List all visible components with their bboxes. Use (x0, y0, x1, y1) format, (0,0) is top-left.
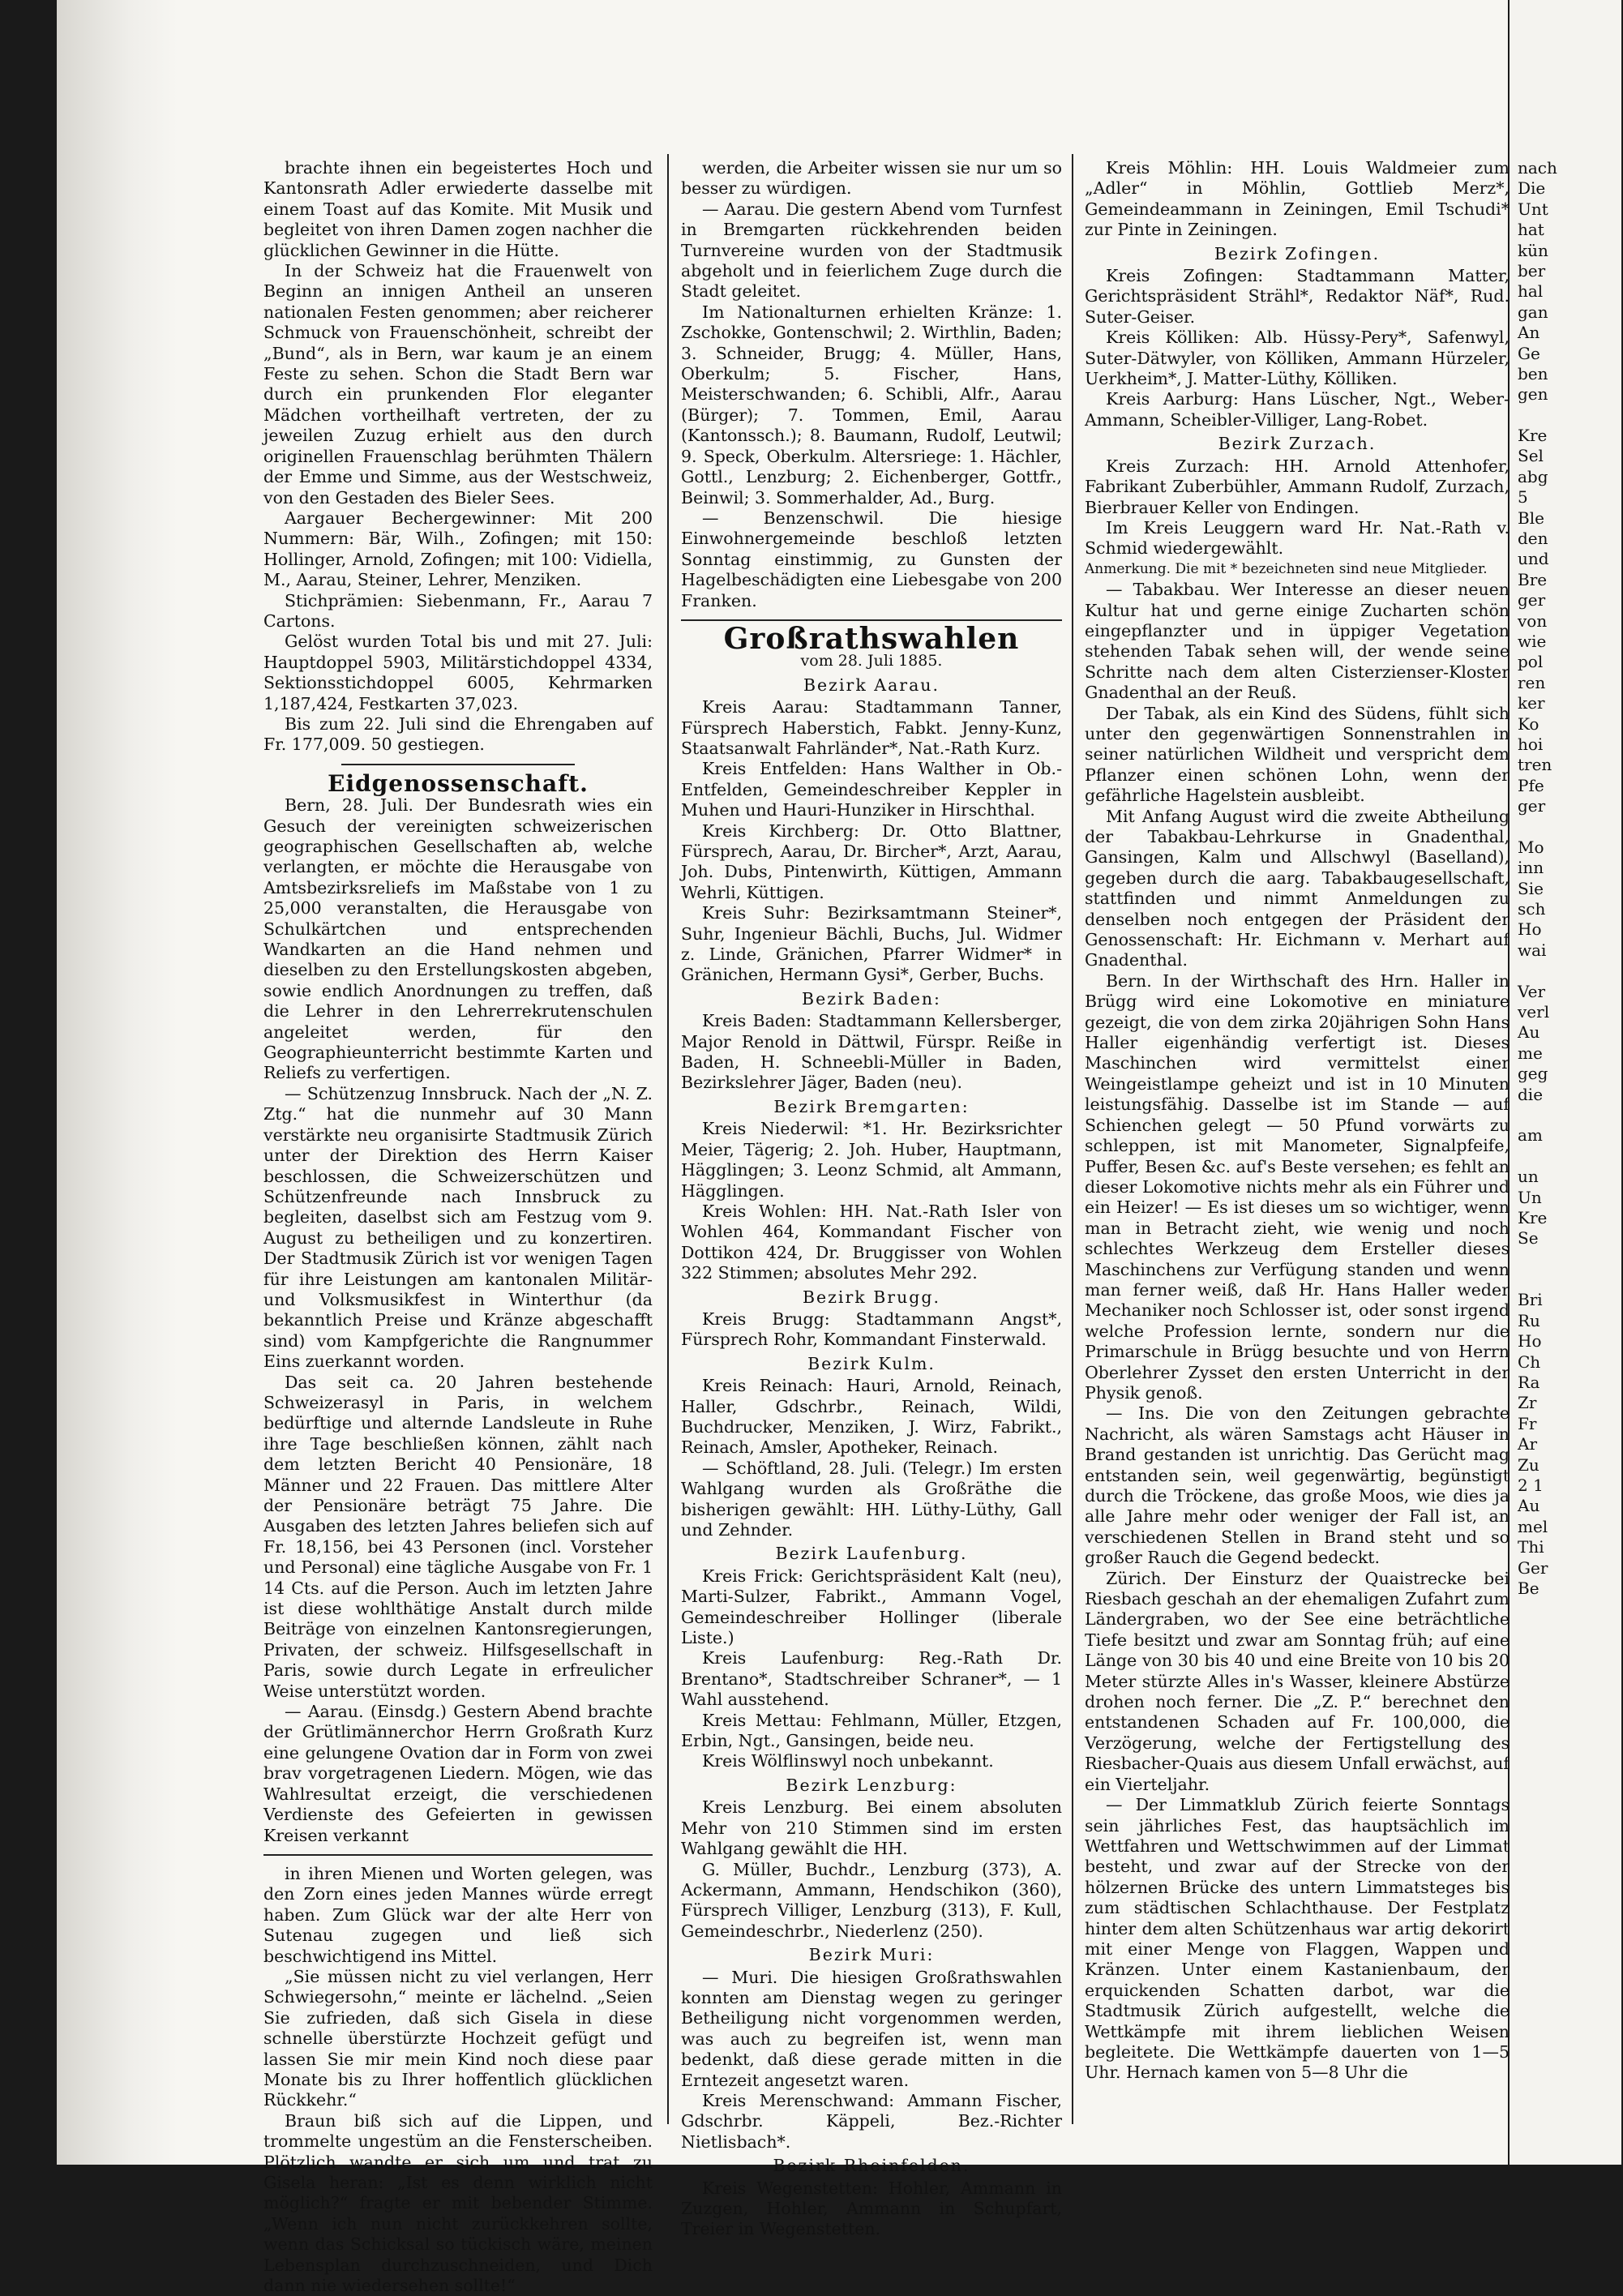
col3-district-heading: Bezirk Zurzach. (1218, 434, 1377, 454)
fragment-line: me (1518, 1043, 1543, 1063)
fragment-line: hal (1518, 281, 1544, 302)
col1-paragraph-3: Stichprämien: Siebenmann, Fr., Aarau 7 Cartons. (263, 590, 653, 631)
col2-district-heading: Bezirk Laufenburg. (775, 1544, 968, 1564)
fragment-line (1518, 1270, 1623, 1290)
column-rule-1 (667, 154, 669, 2124)
fragment-line: Fr (1518, 1413, 1537, 1433)
fragment-line: inn (1518, 858, 1544, 878)
fragment-line: hat (1518, 220, 1544, 240)
fragment-line: Thi (1518, 1537, 1544, 1557)
divider (341, 764, 575, 765)
fragment-line: Un (1518, 1187, 1542, 1207)
col2-district-heading: Bezirk Kulm. (807, 1353, 936, 1373)
col2-entry: Kreis Wölflinswyl noch unbekannt. (702, 1751, 994, 1771)
column-1 (263, 158, 653, 2296)
col2-entry: Kreis Reinach: Hauri, Arnold, Reinach, Haller, Gdschrbr., Reinach, Wildi, Buchdrucker, Menziken, J. Wirz, Fabrikt., Reinach, Amsler, Apotheker, Reinach. (681, 1376, 1062, 1458)
col2-district-heading: Bezirk Brugg. (802, 1287, 941, 1307)
col2-district-heading: Bezirk Bremgarten: (773, 1096, 970, 1116)
col2-entry: — Schöftland, 28. Juli. (Telegr.) Im ersten Wahlgang wurden als Großräthe die bisherigen gewählt: HH. Lüthy-Lüthy, Gall und Zehnder. (681, 1458, 1062, 1540)
col3-entry: Zürich. Der Einsturz der Quaistrecke bei Riesbach geschah an der ehemaligen Zufahrt zum Ländergraben, wo der See eine beträchtliche Tiefe besitzt und zwar am Sonntag früh; auf eine Länge von 30 bis 40 und eine Breite von 10 bis 20 Meter stürzte Alles in's Wasser, kleinere Abstürze drohen noch ferner. Die „Z. P.“ berechnet den entstandenen Schaden auf Fr. 100,000, die Verzögerung, welche der Fertigstellung des Riesbacher-Quais aus diesem Unfall erwächst, auf ein Vierteljahr. (1085, 1568, 1510, 1794)
fragment-line: wai (1518, 940, 1547, 960)
col1-news-paragraph-0: Bern, 28. Juli. Der Bundesrath wies ein Gesuch der vereinigten schweizerischen geographischen Gesellschaften ab, welche verlangten, er möchte die Herausgabe von Amtsbezirksreliefs im Maßstabe von 1 zu 25,000 veranstalten, die Herausgabe von Schulkärtchen und entsprechenden Wandkarten an die Hand nehmen und dieselben zu den Erstellungskosten abgeben, sowie endlich Anordnungen zu treffen, daß die Lehrer in den Lehrerrekrutenschulen angeleitet werden, für den Geographieunterricht bestimmte Karten und Reliefs zu verfertigen. (263, 795, 653, 1083)
fragment-line: pol (1518, 652, 1544, 672)
feuilleton (263, 1864, 653, 2296)
fragment-line (1518, 961, 1623, 981)
col2-paragraph-1: — Aarau. Die gestern Abend vom Turnfest in Bremgarten rückkehrenden beiden Turnvereine wurden von der Stadtmusik abgeholt und in feierlichem Zuge durch die Stadt geleitet. (681, 199, 1062, 302)
col3-entry: — Der Limmatklub Zürich feierte Sonntags sein jährliches Fest, das hauptsächlich im Wettfahren und Wettschwimmen auf der Limmat besteht, und zwar auf der Strecke von der hölzernen Brücke des untern Limmatsteges bis zum städtischen Schlachthause. Der Festplatz hinter dem alten Schützenhaus war artig dekorirt mit einer Menge von Flaggen, Wappen und Kränzen. Unter einem Kastanienbaum, der erquickenden Schatten darbot, war die Stadtmusik Zürich aufgestellt, welche die Wettkämpfe mit ihrem lieblichen Weisen begleitete. Die Wettkämpfe dauerten von 1—5 Uhr. Hernach kamen von 5—8 Uhr die (1085, 1795, 1510, 2083)
fragment-line: wie (1518, 631, 1547, 651)
fragment-line: und (1518, 549, 1549, 569)
column-rule-2 (1072, 154, 1073, 2124)
election-results (681, 675, 1062, 2240)
fragment-line: Ge (1518, 343, 1540, 363)
fragment-line: von (1518, 610, 1548, 631)
fragment-line: gan (1518, 302, 1548, 322)
next-page-fragments (1518, 158, 1623, 1599)
fragment-line (1518, 1105, 1623, 1125)
col2-district-heading: Bezirk Baden: (802, 988, 941, 1009)
fragment-line (1518, 817, 1623, 837)
fragment-line: Be (1518, 1578, 1539, 1598)
col1-paragraph-4: Gelöst wurden Total bis und mit 27. Juli: Hauptdoppel 5903, Militärstichdoppel 4334, Sektionsstichdoppel 6005, Kehrmarken 1,187,424, Festkarten 37,023. (263, 632, 653, 713)
col2-entry: Kreis Wegenstetten: Hohler, Ammann in Zuzgen, Hohler, Ammann in Schupfart, Treier in Wegenstetten. (681, 2178, 1062, 2239)
fragment-line: verl (1518, 1002, 1550, 1022)
col1-paragraph-0: brachte ihnen ein begeistertes Hoch und Kantonsrath Adler erwiederte dasselbe mit einem Toast auf das Komite. Mit Musik und begleitet von ihren Damen zogen nachher die glücklichen Gewinner in die Hütte. (263, 158, 653, 260)
col2-entry: Kreis Lenzburg. Bei einem absoluten Mehr von 210 Stimmen sind im ersten Wahlgang gewählt die HH. (681, 1797, 1062, 1859)
col2-paragraph-2: Im Nationalturnen erhielten Kränze: 1. Zschokke, Gontenschwil; 2. Wirthlin, Baden; 3. Schneider, Brugg; 4. Müller, Hans, Oberkulm; 5. Fischer, Hans, Meisterschwanden; 6. Schibli, Alfr., Aarau (Bürger); 7. Tommen, Emil, Aarau (Kantonssch.); 8. Baumann, Rudolf, Leutwil; 9. Speck, Oberkulm. Altersriege: 1. Hächler, Gottl., Lenzburg; 2. Eichenberger, Gottfr., Beinwil; 3. Sommerhalder, Ad., Burg. (681, 302, 1062, 508)
fragment-line: Se (1518, 1228, 1539, 1249)
fragment-line (1518, 405, 1623, 426)
divider (681, 619, 1062, 621)
col1-news-paragraph-2: Das seit ca. 20 Jahren bestehende Schweizerasyl in Paris, in welchem bedürftige und alternde Landsleute in Ruhe ihre Tage beschließen können, zählt nach dem letzten Bericht 40 Pensionäre, 18 Männer und 22 Frauen. Das mittlere Alter der Pensionäre beträgt 75 Jahre. Die Ausgaben des letzten Jahres beliefen sich auf Fr. 18,156, bei 43 Personen (incl. Vorsteher und Personal) eine tägliche Ausgabe von Fr. 1 14 Cts. auf die Person. Auch im letzten Jahre ist diese wohlthätige Anstalt durch milde Beiträge von einzelnen Kantonsregierungen, Privaten, der schweiz. Hilfsgesellschaft in Paris, sowie durch Legate in erfreulicher Weise unterstützt worden. (263, 1372, 653, 1701)
col2-district-heading: Bezirk Rheinfelden. (773, 2156, 970, 2176)
col3-entry: Kreis Zurzach: HH. Arnold Attenhofer, Fabrikant Zuberbühler, Ammann Rudolf, Zurzach, Bierbrauer Keller von Endingen. (1085, 456, 1510, 517)
col1-paragraph-5: Bis zum 22. Juli sind die Ehrengaben auf Fr. 177,009. 50 gestiegen. (263, 713, 653, 755)
col3-entry: Kreis Zofingen: Stadtammann Matter, Gerichtspräsident Strähl*, Redaktor Näf*, Rud. Suter-Geiser. (1085, 266, 1510, 327)
headline-grossrathswahlen: Großrathswahlen (723, 621, 1020, 656)
col1-news-paragraph-3: — Aarau. (Einsdg.) Gestern Abend brachte der Grütlimännerchor Herrn Großrath Kurz eine gelungene Ovation dar in Form von zwei brav vorgetragenen Liedern. Mögen, wie das Wahlresultat erzeigt, die verschiedenen Verdienste des Gefeierten in gewissen Kreisen verkannt (263, 1702, 653, 1845)
fragment-line: hoi (1518, 734, 1544, 754)
fragment-line: Zr (1518, 1393, 1537, 1413)
section-title-eidgenossenschaft: Eidgenossenschaft. (328, 769, 589, 797)
col3-entry: Im Kreis Leuggern ward Hr. Nat.-Rath v. Schmid wiedergewählt. (1085, 517, 1510, 559)
fragment-line: Unt (1518, 199, 1548, 219)
fragment-line: Au (1518, 1022, 1540, 1043)
fragment-line: Ar (1518, 1434, 1538, 1454)
fragment-line: Kre (1518, 1207, 1548, 1227)
fragment-line: den (1518, 529, 1548, 549)
next-page-edge (1510, 0, 1621, 2165)
fragment-line: ger (1518, 590, 1546, 610)
fragment-line: ben (1518, 363, 1548, 383)
col3-note: Anmerkung. Die mit * bezeichneten sind neue Mitglieder. (1085, 560, 1488, 577)
fragment-line: ger (1518, 796, 1546, 816)
col2-entry: G. Müller, Buchdr., Lenzburg (373), A. Ackermann, Ammann, Hendschikon (360), Fürsprech Villiger, Lenzburg (313), F. Kull, Gemeindeschrbr., Niederlenz (250). (681, 1859, 1062, 1941)
column-3 (1085, 158, 1510, 2084)
col3-entry: Kreis Möhlin: HH. Louis Waldmeier zum „Adler“ in Möhlin, Gottlieb Merz*, Gemeindeammann in Zeiningen, Emil Tschudi* zur Pinte in Zeiningen. (1085, 158, 1510, 240)
fragment-line: Pfe (1518, 775, 1544, 795)
col2-entry: Kreis Laufenburg: Reg.-Rath Dr. Brentano*, Stadtschreiber Schraner*, — 1 Wahl ausstehend. (681, 1648, 1062, 1710)
col2-district-heading: Bezirk Aarau. (803, 675, 940, 695)
fragment-line: ber (1518, 260, 1546, 281)
fragment-line: Ho (1518, 1331, 1542, 1351)
column-1-paragraphs (263, 158, 653, 756)
column-2 (681, 158, 1062, 2240)
newspaper-page (57, 0, 1510, 2296)
col2-entry: Kreis Mettau: Fehlmann, Müller, Etzgen, Erbin, Ngt., Gansingen, beide neu. (681, 1710, 1062, 1751)
col3-entry: Kreis Aarburg: Hans Lüscher, Ngt., Weber-Ammann, Scheibler-Villiger, Lang-Robet. (1085, 389, 1510, 430)
feuilleton-paragraph-2: Braun biß sich auf die Lippen, und trommelte ungestüm an die Fensterscheiben. Plötzlich wandte er sich um und trat zu Gisela heran: „Ist es denn wirklich nicht möglich?“ fragte er mit bebender Stimme. „Wenn ich nun nicht zurückkehren sollte, wenn das Schicksal so tückisch wäre, meinen Lebensplan durchzuschneiden, und Dich dann nie wiedersehen sollte!“ (263, 2110, 653, 2296)
col1-paragraph-2: Aargauer Bechergewinner: Mit 200 Nummern: Bär, Wilh., Zofingen; mit 150: Hollinger, Arnold, Zofingen; mit 100: Vidiella, M., Aarau, Steiner, Lehrer, Menziken. (263, 508, 653, 590)
fragment-line: 5 (1518, 487, 1528, 508)
fragment-line: Ble (1518, 508, 1544, 528)
fragment-line: Au (1518, 1496, 1540, 1516)
fragment-line: gen (1518, 384, 1548, 405)
col1-news-paragraph-1: — Schützenzug Innsbruck. Nach der „N. Z. Ztg.“ hat die nunmehr auf 30 Mann verstärkte neu organisirte Stadtmusik Zürich unter der Direktion des Herrn Kaiser beschlossen, die Schweizerschützen und Schützenfreunde nach Innsbruck zu begleiten, daselbst sich am Festzug vom 9. August zu betheiligen und zu konzertiren. Der Stadtmusik Zürich ist vor wenigen Tagen für ihre Leistungen am kantonalen Militär- und Volksmusikfest in Winterthur (da bekanntlich Preise und Kränze abgeschafft sind) vom Kampfgerichte die Rangnummer Eins zuerkannt worden. (263, 1083, 653, 1372)
fragment-line: Ver (1518, 981, 1546, 1001)
fragment-line: Ger (1518, 1557, 1548, 1578)
fragment-line: abg (1518, 466, 1548, 486)
fragment-line: Ko (1518, 713, 1539, 734)
feuilleton-paragraph-0: in ihren Mienen und Worten gelegen, was den Zorn eines jeden Mannes würde erregt haben. Zum Glück war der alte Herr von Sutenau zugegen und ließ sich beschwichtigend ins Mittel. (263, 1863, 653, 1966)
fragment-line: Mo (1518, 837, 1544, 857)
col2-district-heading: Bezirk Muri: (808, 1945, 935, 1965)
fragment-line (1518, 1249, 1623, 1270)
col2-entry: Kreis Niederwil: *1. Hr. Bezirksrichter Meier, Tägerig; 2. Joh. Huber, Hauptmann, Hägglingen; 3. Leonz Schmid, alt Ammann, Hägglingen. (681, 1119, 1062, 1201)
col3-entry: — Ins. Die von den Zeitungen gebrachte Nachricht, als wären Samstags acht Häuser in Brand gestanden ist unrichtig. Das Gerücht mag entstanden sein, weil gegenwärtig, begünstigt durch die Tröckene, das große Moos, wie dies ja alle Jahre mehr oder weniger der Fall ist, an verschiedenen Stellen in Brand steht und so großer Rauch die Gegend bedeckt. (1085, 1403, 1510, 1568)
fragment-line: die (1518, 1084, 1544, 1104)
fragment-line: mel (1518, 1516, 1548, 1536)
fragment-line: un (1518, 1167, 1539, 1187)
col2-entry: Kreis Brugg: Stadtammann Angst*, Fürsprech Rohr, Kommandant Finsterwald. (681, 1309, 1062, 1350)
col3-entry: Mit Anfang August wird die zweite Abtheilung der Tabakbau-Lehrkurse in Gnadenthal, Gansingen, Kalm und Allschwyl (Baselland), gegeben durch die aarg. Tabakbaugesellschaft, stattfinden und nimmt Anmeldungen zu denselben noch entgegen der Präsident der Genossenschaft: Hr. Eichmann v. Merhart auf Gnadenthal. (1085, 806, 1510, 970)
feuilleton-divider (263, 1854, 653, 1856)
col2-entry: Kreis Aarau: Stadtammann Tanner, Fürsprech Haberstich, Fabkt. Jenny-Kunz, Staatsanwalt Fahrländer*, Nat.-Rath Kurz. (681, 697, 1062, 758)
fragment-line: Bri (1518, 1290, 1543, 1310)
col3-entry: — Tabakbau. Wer Interesse an dieser neuen Kultur hat und gerne einige Zucharten schön eingepflanzter und in üppiger Vegetation stehenden Tabak sehen will, der wende seine Schritte nach dem alten Cisterzienser-Kloster Gnadenthal an der Reuß. (1085, 580, 1510, 703)
fragment-line: kün (1518, 240, 1548, 260)
fragment-line: geg (1518, 1064, 1548, 1084)
col2-entry: Kreis Frick: Gerichtspräsident Kalt (neu), Marti-Sulzer, Fabrikt., Ammann Vogel, Gemeindeschreiber Hollinger (liberale Liste.) (681, 1566, 1062, 1648)
col1-paragraph-1: In der Schweiz hat die Frauenwelt von Beginn an innigen Antheil an unseren nationalen Festen genommen; aber reicherer Schmuck von Frauenschönheit, schreibt der „Bund“, als in Bern, war kaum je an einem Feste zu sehen. Schon die Stadt Bern war durch ein prunkenden Flor eleganter Mädchen vortheilhaft vertreten, der zu jeweilen Zuzug erhielt aus den durch originellen Frauenschlag berühmten Thälern der Emme und Simme, aus der Westschweiz, von den Gestaden des Bieler Sees. (263, 261, 653, 508)
fragment-line: Ch (1518, 1351, 1541, 1372)
headline-date: vom 28. Juli 1885. (800, 652, 943, 670)
col3-district-heading: Bezirk Zofingen. (1214, 243, 1381, 263)
column-1-news (263, 795, 653, 1846)
col3-entry: Bern. In der Wirthschaft des Hrn. Haller in Brügg wird eine Lokomotive en miniature gezeigt, die von dem zirka 20jährigen Sohn Hans Haller eigenhändig verfertigt ist. Dieses Maschinchen wird vermittelst einer Weingeistlampe geheizt und ist in 10 Minuten leistungsfähig. Dasselbe ist im Stande — auf Schienchen gelegt — 50 Pfund vorwärts zu schleppen, ist mit Manometer, Signalpfeife, Puffer, Besen &c. auf's Beste versehen; es fehlt an dieser Lokomotive nichts mehr als ein Führer und ein Heizer! — Es ist dieses um so wichtiger, wenn man in Betracht zieht, wie wenig und noch schlechtes Werkzeug dem Ersteller dieses Maschinchens zur Verfügung standen und wenn man ferner weiß, daß Hr. Hans Haller weder Mechaniker noch Schlosser ist, oder sonst irgend welche Profession lernte, sondern nur die Primarschule in Brügg besuchte und von Herrn Oberlehrer Zysset den ersten Unterricht in der Physik genoß. (1085, 970, 1510, 1403)
fragment-line: An (1518, 323, 1540, 343)
fragment-line: sch (1518, 899, 1546, 919)
fragment-line: Ra (1518, 1373, 1540, 1393)
col2-entry: Kreis Merenschwand: Ammann Fischer, Gdschrbr. Käppeli, Bez.-Richter Nietlisbach*. (681, 2090, 1062, 2152)
col3-entry: Der Tabak, als ein Kind des Südens, fühlt sich unter den gegenwärtigen Sonnenstrahlen in seiner natürlichen Wildheit und verspricht dem Pflanzer einen schönen Lohn, wenn der gefährliche Hagelstein ausbleibt. (1085, 703, 1510, 806)
fragment-line: Kre (1518, 426, 1548, 446)
fragment-line: Ru (1518, 1310, 1540, 1330)
col2-entry: Kreis Suhr: Bezirksamtmann Steiner*, Suhr, Ingenieur Bächli, Buchs, Jul. Widmer z. Linde, Gränichen, Pfarrer Widmer* in Gränichen, Hermann Gysi*, Gerber, Buchs. (681, 903, 1062, 985)
col2-entry: — Muri. Die hiesigen Großrathswahlen konnten am Dienstag wegen zu geringer Betheiligung nicht vorgenommen werden, was auch zu begreifen ist, wenn man bedenkt, daß diese gerade mitten in die Erntezeit angesetzt waren. (681, 1967, 1062, 2090)
fragment-line: Ho (1518, 919, 1542, 940)
col3-entry: Kreis Kölliken: Alb. Hüssy-Pery*, Safenwyl, Suter-Dätwyler, von Kölliken, Ammann Hürzeler, Uerkheim*, J. Matter-Lüthy, Kölliken. (1085, 328, 1510, 389)
col2-district-heading: Bezirk Lenzburg: (786, 1775, 957, 1795)
fragment-line: am (1518, 1125, 1543, 1146)
fragment-line: ren (1518, 672, 1546, 692)
col2-entry: Kreis Wohlen: HH. Nat.-Rath Isler von Wohlen 464, Kommandant Fischer von Dottikon 424, Dr. Bruggisser von Wohlen 322 Stimmen; absolutes Mehr 292. (681, 1201, 1062, 1283)
fragment-line: tren (1518, 755, 1552, 775)
col2-paragraph-3: — Benzenschwil. Die hiesige Einwohnergemeinde beschloß letzten Sonntag einstimmig, zu Gunsten der Hagelbeschädigten eine Liebesgabe von 200 Franken. (681, 508, 1062, 610)
column-3-blocks (1085, 158, 1510, 2084)
fragment-line: Bre (1518, 569, 1548, 589)
fragment-line: Zu (1518, 1454, 1539, 1475)
fragment-line: 2 1 (1518, 1476, 1544, 1495)
fragment-line: Die (1518, 178, 1546, 199)
col2-entry: Kreis Kirchberg: Dr. Otto Blattner, Fürsprech, Aarau, Dr. Bircher*, Arzt, Aarau, Joh. Dubs, Pintenwirth, Küttigen, Ammann Wehrli, Küttigen. (681, 820, 1062, 902)
fragment-line: Sel (1518, 446, 1544, 466)
binding-edge (57, 0, 178, 2165)
feuilleton-paragraph-1: „Sie müssen nicht zu viel verlangen, Herr Schwiegersohn,“ meinte er lächelnd. „Seien Sie zufrieden, daß sich Gisela in diese schnelle überstürzte Hochzeit gefügt und lassen Sie mir mein Kind noch diese paar Monate bis zu Ihrer hoffentlich glücklichen Rückkehr.“ (263, 1966, 653, 2110)
fragment-line: nach (1518, 158, 1557, 178)
column-2-paragraphs (681, 158, 1062, 611)
fragment-line: Sie (1518, 878, 1544, 898)
col2-entry: Kreis Baden: Stadtammann Kellersberger, Major Renold in Dättwil, Fürspr. Reiße in Baden, H. Schneebli-Müller in Baden, Bezirkslehrer Jäger, Baden (neu). (681, 1011, 1062, 1093)
col2-entry: Kreis Entfelden: Hans Walther in Ob.-Entfelden, Gemeindeschreiber Keppler in Muhen und Hauri-Hunziker in Hirschthal. (681, 759, 1062, 820)
fragment-line: ker (1518, 693, 1545, 713)
col2-paragraph-0: werden, die Arbeiter wissen sie nur um so besser zu würdigen. (681, 158, 1062, 199)
fragment-line (1518, 1146, 1623, 1167)
